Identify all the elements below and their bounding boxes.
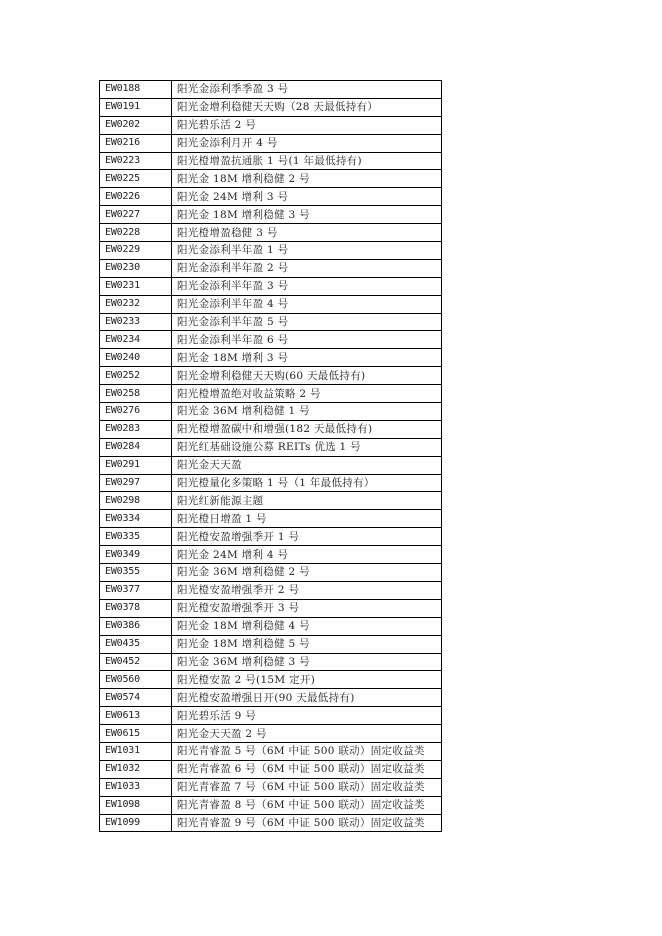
product-code-cell: EW0191	[100, 98, 172, 116]
product-code-cell: EW0258	[100, 385, 172, 403]
product-name-cell: 阳光红新能源主题	[172, 492, 442, 510]
table-row	[100, 707, 442, 725]
product-code-cell: EW0355	[100, 564, 172, 582]
table-row	[100, 510, 442, 528]
product-name-cell: 阳光金添利半年盈 1 号	[172, 242, 442, 260]
table-row	[100, 456, 442, 474]
product-name-cell: 阳光橙增盈碳中和增强(182 天最低持有)	[172, 420, 442, 438]
product-code-cell: EW0188	[100, 81, 172, 99]
product-name-cell: 阳光橙安盈增强季开 2 号	[172, 581, 442, 599]
product-name-cell: 阳光碧乐活 2 号	[172, 116, 442, 134]
table-row	[100, 403, 442, 421]
table-row	[100, 420, 442, 438]
table-row	[100, 116, 442, 134]
product-name-cell: 阳光橙增盈抗通胀 1 号(1 年最低持有)	[172, 152, 442, 170]
table-row	[100, 277, 442, 295]
product-name-cell: 阳光橙安盈增强季开 3 号	[172, 599, 442, 617]
product-table-body	[100, 81, 442, 832]
product-name-cell: 阳光金添利季季盈 3 号	[172, 81, 442, 99]
table-row	[100, 474, 442, 492]
product-code-cell: EW0284	[100, 438, 172, 456]
product-code-cell: EW0377	[100, 581, 172, 599]
product-name-cell: 阳光金天天盈	[172, 456, 442, 474]
product-code-cell: EW0615	[100, 725, 172, 743]
product-code-cell: EW0349	[100, 546, 172, 564]
product-name-cell: 阳光青睿盈 5 号（6M 中证 500 联动）固定收益类	[172, 742, 442, 760]
table-row	[100, 170, 442, 188]
product-name-cell: 阳光青睿盈 8 号（6M 中证 500 联动）固定收益类	[172, 796, 442, 814]
product-code-cell: EW0435	[100, 635, 172, 653]
product-code-cell: EW0240	[100, 349, 172, 367]
table-row	[100, 295, 442, 313]
product-name-cell: 阳光红基础设施公募 REITs 优选 1 号	[172, 438, 442, 456]
product-name-cell: 阳光金天天盈 2 号	[172, 725, 442, 743]
product-code-cell: EW0386	[100, 617, 172, 635]
product-name-cell: 阳光金 24M 增利 4 号	[172, 546, 442, 564]
product-code-cell: EW0252	[100, 367, 172, 385]
table-row	[100, 152, 442, 170]
product-code-cell: EW1033	[100, 778, 172, 796]
table-row	[100, 331, 442, 349]
product-name-cell: 阳光橙安盈增强日开(90 天最低持有)	[172, 689, 442, 707]
product-code-cell: EW1032	[100, 760, 172, 778]
product-name-cell: 阳光橙日增盈 1 号	[172, 510, 442, 528]
product-name-cell: 阳光金 24M 增利 3 号	[172, 188, 442, 206]
product-name-cell: 阳光金 18M 增利稳健 2 号	[172, 170, 442, 188]
table-row	[100, 206, 442, 224]
table-row	[100, 242, 442, 260]
product-name-cell: 阳光金 36M 增利稳健 2 号	[172, 564, 442, 582]
product-code-cell: EW0228	[100, 224, 172, 242]
table-row	[100, 224, 442, 242]
product-name-cell: 阳光青睿盈 6 号（6M 中证 500 联动）固定收益类	[172, 760, 442, 778]
product-code-cell: EW0232	[100, 295, 172, 313]
product-code-cell: EW0233	[100, 313, 172, 331]
product-name-cell: 阳光金 36M 增利稳健 1 号	[172, 403, 442, 421]
product-name-cell: 阳光金添利半年盈 5 号	[172, 313, 442, 331]
product-code-cell: EW0452	[100, 653, 172, 671]
product-name-cell: 阳光橙安盈增强季开 1 号	[172, 528, 442, 546]
table-row	[100, 742, 442, 760]
table-row	[100, 814, 442, 832]
table-row	[100, 259, 442, 277]
table-row	[100, 134, 442, 152]
product-code-cell: EW0276	[100, 403, 172, 421]
product-code-cell: EW0202	[100, 116, 172, 134]
table-row	[100, 653, 442, 671]
product-name-cell: 阳光金增利稳健天天购（28 天最低持有）	[172, 98, 442, 116]
table-row	[100, 81, 442, 99]
product-code-cell: EW0225	[100, 170, 172, 188]
product-name-cell: 阳光金 18M 增利 3 号	[172, 349, 442, 367]
product-name-cell: 阳光青睿盈 9 号（6M 中证 500 联动）固定收益类	[172, 814, 442, 832]
product-code-cell: EW0216	[100, 134, 172, 152]
table-row	[100, 528, 442, 546]
product-name-cell: 阳光金 18M 增利稳健 3 号	[172, 206, 442, 224]
product-name-cell: 阳光金增利稳健天天购(60 天最低持有)	[172, 367, 442, 385]
product-code-cell: EW0230	[100, 259, 172, 277]
table-row	[100, 671, 442, 689]
product-table	[99, 80, 442, 832]
product-code-cell: EW0291	[100, 456, 172, 474]
table-row	[100, 689, 442, 707]
product-code-cell: EW0234	[100, 331, 172, 349]
table-row	[100, 760, 442, 778]
table-row	[100, 599, 442, 617]
product-name-cell: 阳光碧乐活 9 号	[172, 707, 442, 725]
table-row	[100, 778, 442, 796]
table-row	[100, 313, 442, 331]
product-code-cell: EW0335	[100, 528, 172, 546]
product-code-cell: EW0560	[100, 671, 172, 689]
product-name-cell: 阳光金添利月开 4 号	[172, 134, 442, 152]
product-code-cell: EW1031	[100, 742, 172, 760]
product-code-cell: EW1098	[100, 796, 172, 814]
table-row	[100, 617, 442, 635]
table-row	[100, 581, 442, 599]
product-name-cell: 阳光金 18M 增利稳健 5 号	[172, 635, 442, 653]
table-row	[100, 546, 442, 564]
product-code-cell: EW0229	[100, 242, 172, 260]
table-row	[100, 635, 442, 653]
table-row	[100, 725, 442, 743]
table-row	[100, 349, 442, 367]
product-code-cell: EW0297	[100, 474, 172, 492]
product-code-cell: EW0226	[100, 188, 172, 206]
product-name-cell: 阳光金添利半年盈 2 号	[172, 259, 442, 277]
table-row	[100, 188, 442, 206]
table-row	[100, 367, 442, 385]
product-code-cell: EW1099	[100, 814, 172, 832]
product-name-cell: 阳光青睿盈 7 号（6M 中证 500 联动）固定收益类	[172, 778, 442, 796]
product-name-cell: 阳光橙量化多策略 1 号（1 年最低持有）	[172, 474, 442, 492]
product-code-cell: EW0283	[100, 420, 172, 438]
product-name-cell: 阳光金添利半年盈 6 号	[172, 331, 442, 349]
table-row	[100, 438, 442, 456]
product-code-cell: EW0298	[100, 492, 172, 510]
product-code-cell: EW0231	[100, 277, 172, 295]
product-name-cell: 阳光金添利半年盈 3 号	[172, 277, 442, 295]
product-code-cell: EW0574	[100, 689, 172, 707]
product-code-cell: EW0334	[100, 510, 172, 528]
product-name-cell: 阳光金添利半年盈 4 号	[172, 295, 442, 313]
product-name-cell: 阳光金 18M 增利稳健 4 号	[172, 617, 442, 635]
product-code-cell: EW0378	[100, 599, 172, 617]
product-name-cell: 阳光橙增盈绝对收益策略 2 号	[172, 385, 442, 403]
table-row	[100, 385, 442, 403]
product-name-cell: 阳光橙增盈稳健 3 号	[172, 224, 442, 242]
table-row	[100, 564, 442, 582]
table-row	[100, 98, 442, 116]
product-code-cell: EW0227	[100, 206, 172, 224]
table-row	[100, 492, 442, 510]
product-name-cell: 阳光橙安盈 2 号(15M 定开)	[172, 671, 442, 689]
table-row	[100, 796, 442, 814]
product-code-cell: EW0613	[100, 707, 172, 725]
product-name-cell: 阳光金 36M 增利稳健 3 号	[172, 653, 442, 671]
product-code-cell: EW0223	[100, 152, 172, 170]
